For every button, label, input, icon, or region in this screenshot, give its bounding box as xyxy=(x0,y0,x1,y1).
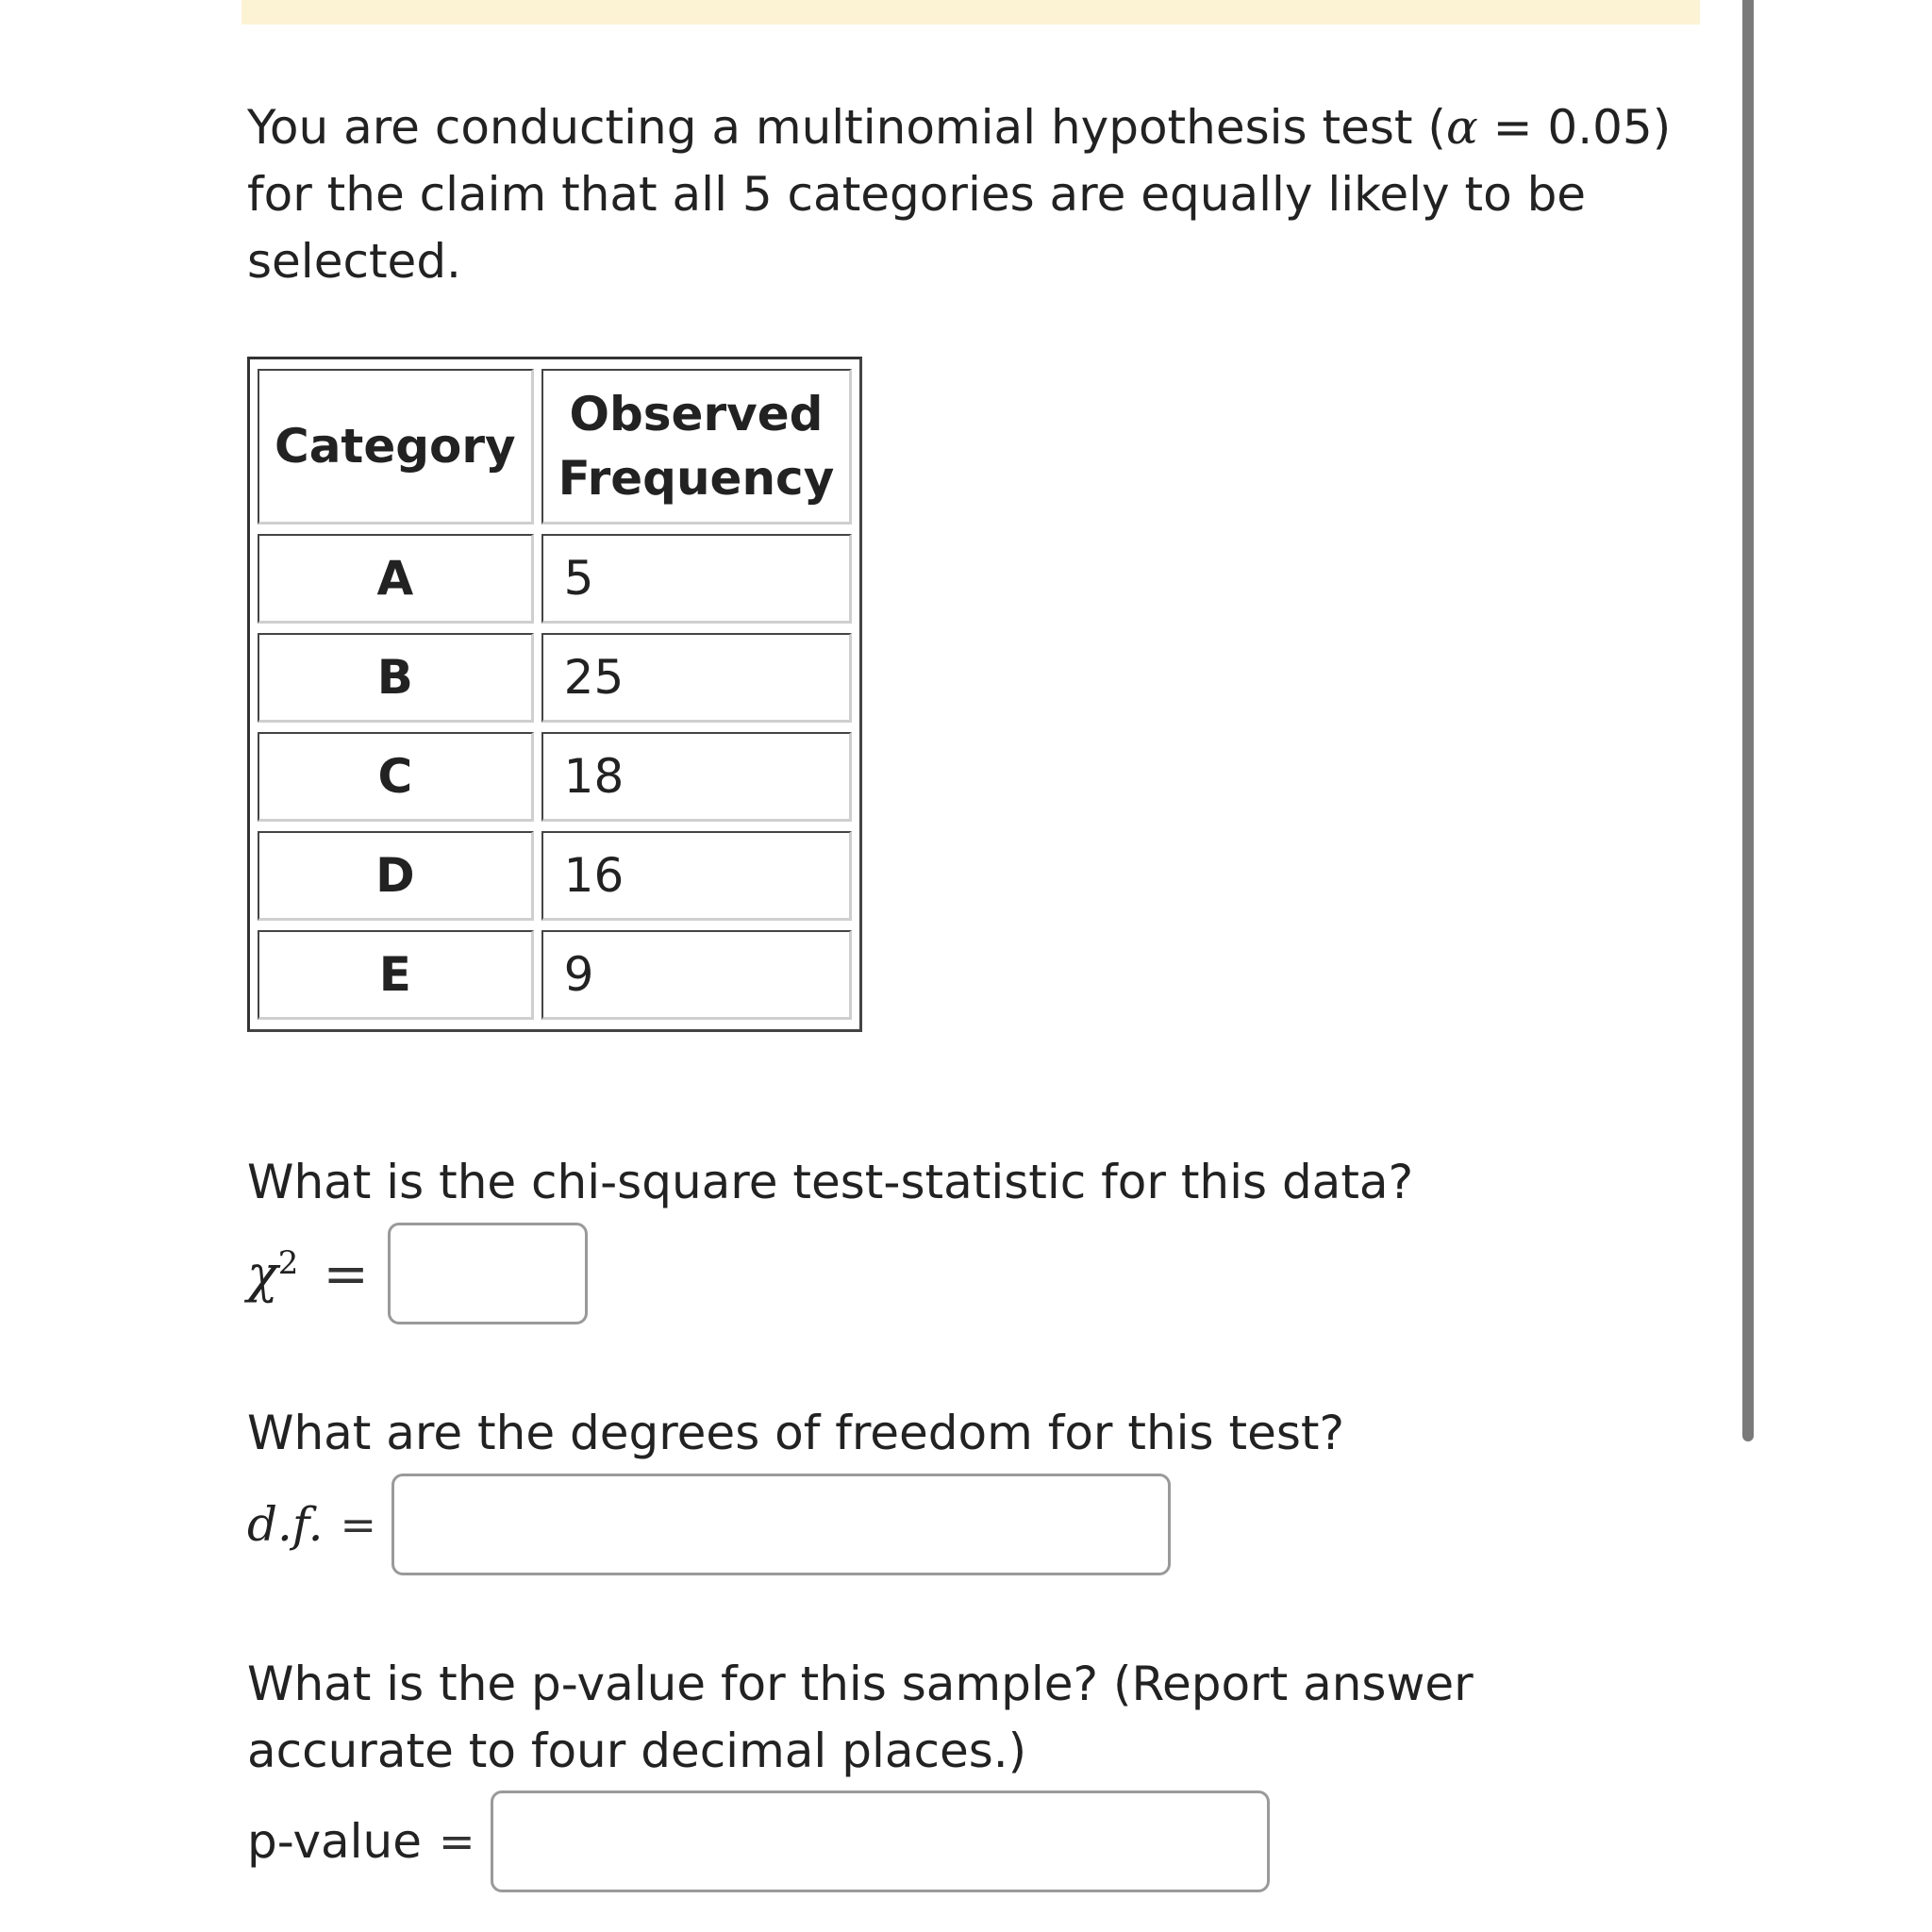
degrees-of-freedom-input[interactable] xyxy=(391,1474,1171,1575)
df-equals-sign: = xyxy=(340,1499,377,1550)
category-cell: A xyxy=(258,534,534,624)
category-cell: C xyxy=(258,732,534,822)
chi-symbol: χ xyxy=(247,1243,278,1304)
category-cell: D xyxy=(258,831,534,921)
observed-cell: 25 xyxy=(541,633,853,723)
chi-square-label xyxy=(247,1244,298,1304)
question-intro: You are conducting a multinomial hypothesis test ( xyxy=(247,100,1446,155)
p-value-prompt: What is the p-value for this sample? (Report answer accurate to four decimal places.) xyxy=(247,1657,1474,1778)
table-row xyxy=(258,534,852,624)
header-observed-line2: Frequency xyxy=(558,451,835,506)
chi-equals-sign: = xyxy=(323,1241,369,1306)
question-text xyxy=(247,94,1681,295)
table-row xyxy=(258,732,852,822)
chi-square-answer-row xyxy=(247,1223,588,1324)
scrollbar[interactable] xyxy=(1742,0,1754,1441)
p-value-input[interactable] xyxy=(491,1790,1270,1892)
header-observed-frequency xyxy=(541,369,853,525)
chi-square-prompt: What is the chi-square test-statistic for this data? xyxy=(247,1155,1414,1209)
observed-cell: 18 xyxy=(541,732,853,822)
header-category: Category xyxy=(258,369,534,525)
degrees-of-freedom-prompt: What are the degrees of freedom for this test? xyxy=(247,1406,1345,1460)
table-header-row xyxy=(258,369,852,525)
alpha-value: = 0.05) xyxy=(1477,100,1672,155)
p-value-answer-row xyxy=(247,1790,1270,1892)
question-claim: for the claim that all 5 categories are equally likely to be selected. xyxy=(247,167,1587,289)
header-observed-line1: Observed xyxy=(569,387,824,441)
frequency-table xyxy=(247,357,862,1032)
chi-exponent: 2 xyxy=(277,1243,299,1282)
table-row xyxy=(258,930,852,1020)
top-banner xyxy=(242,0,1700,25)
p-value-equals-sign: = xyxy=(439,1816,475,1867)
df-label: d.f. xyxy=(247,1497,324,1552)
category-cell: B xyxy=(258,633,534,723)
table-row xyxy=(258,831,852,921)
p-value-label: p-value xyxy=(247,1814,423,1869)
observed-cell: 16 xyxy=(541,831,853,921)
category-cell: E xyxy=(258,930,534,1020)
alpha-expression xyxy=(1446,100,1671,155)
table-row xyxy=(258,633,852,723)
degrees-of-freedom-answer-row xyxy=(247,1474,1171,1575)
observed-cell: 9 xyxy=(541,930,853,1020)
chi-square-input[interactable] xyxy=(388,1223,588,1324)
alpha-symbol: α xyxy=(1445,100,1478,155)
observed-cell: 5 xyxy=(541,534,853,624)
